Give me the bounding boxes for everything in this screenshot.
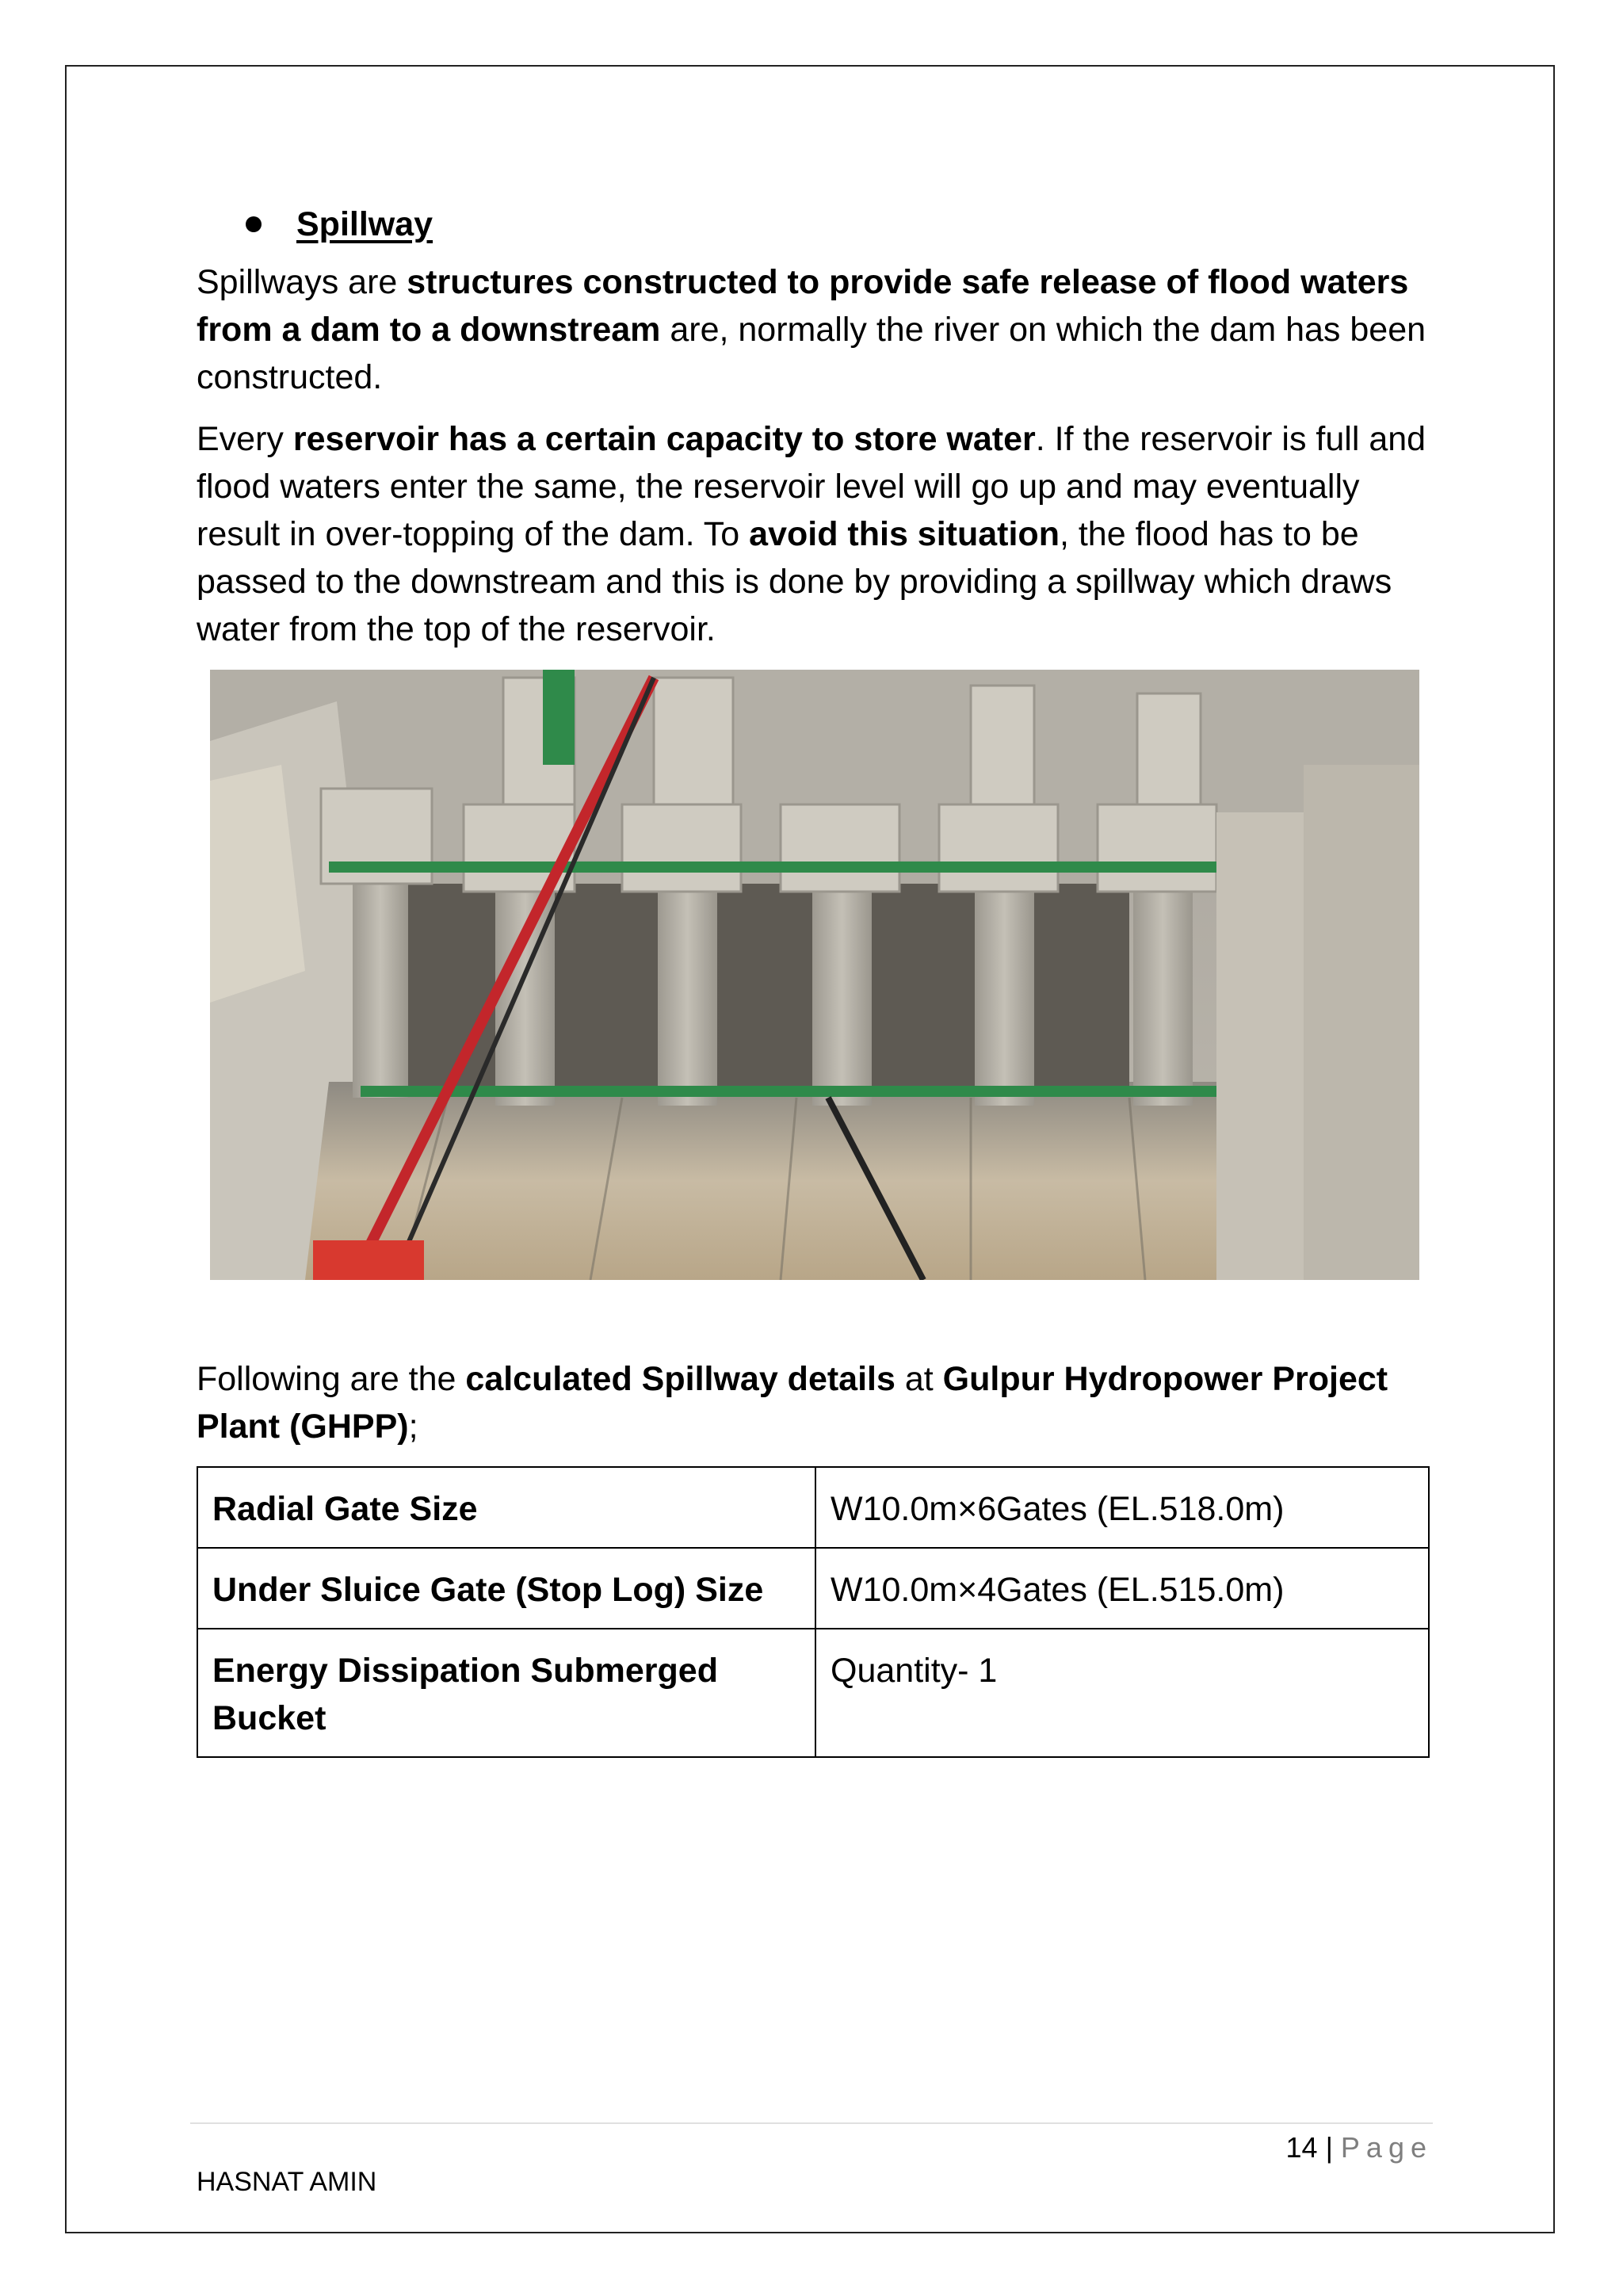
table-row — [197, 1548, 1429, 1629]
text-span: Following are the — [197, 1360, 466, 1398]
bullet-icon — [246, 216, 262, 232]
intro-paragraph — [197, 1355, 1433, 1450]
table-row — [197, 1467, 1429, 1548]
text-span: Spillways are — [197, 263, 407, 301]
table-cell-label: Under Sluice Gate (Stop Log) Size — [197, 1548, 815, 1629]
author-name: HASNAT AMIN — [197, 2167, 377, 2197]
table-row — [197, 1629, 1429, 1757]
footer-divider — [190, 2122, 1433, 2124]
page-number-separator: | — [1325, 2131, 1333, 2164]
text-span: are, normally the river on which the dam has been constructed. — [197, 311, 1426, 396]
text-span: ; — [408, 1408, 418, 1446]
text-span: Every — [197, 420, 293, 458]
text-span: at — [895, 1360, 943, 1398]
heading-text: Spillway — [296, 204, 433, 243]
bold-span: avoid this situation — [749, 515, 1060, 553]
paragraph-spillway-definition — [197, 258, 1433, 401]
table-cell-value: Quantity- 1 — [815, 1629, 1429, 1757]
page-word: Page — [1340, 2131, 1433, 2164]
spillway-photo — [210, 670, 1419, 1280]
page-number-value: 14 — [1285, 2131, 1318, 2164]
page-number — [1286, 2128, 1433, 2168]
main-content — [197, 198, 1433, 667]
table-cell-value: W10.0m×6Gates (EL.518.0m) — [815, 1467, 1429, 1548]
text-span: . If the reservoir is full and flood waters enter the same, the reservoir level will go up and may eventually result in over-topping of the dam. To — [197, 420, 1426, 553]
bold-span: structures constructed to provide safe release of flood waters from a dam to a downstream — [197, 263, 1409, 349]
spillway-details-table — [197, 1466, 1430, 1758]
table-cell-value: W10.0m×4Gates (EL.515.0m) — [815, 1548, 1429, 1629]
paragraph-reservoir — [197, 415, 1433, 653]
bold-span: reservoir has a certain capacity to store water — [292, 420, 1036, 458]
bold-span: Gulpur Hydropower Project Plant (GHPP) — [197, 1360, 1388, 1446]
section-heading — [246, 198, 1433, 250]
table-cell-label: Radial Gate Size — [197, 1467, 815, 1548]
bold-span: calculated Spillway details — [465, 1360, 896, 1398]
text-span: , the flood has to be passed to the downstream and this is done by providing a spillway which draws water from the top of the reservoir. — [197, 515, 1392, 648]
table-cell-label: Energy Dissipation Submerged Bucket — [197, 1629, 815, 1757]
